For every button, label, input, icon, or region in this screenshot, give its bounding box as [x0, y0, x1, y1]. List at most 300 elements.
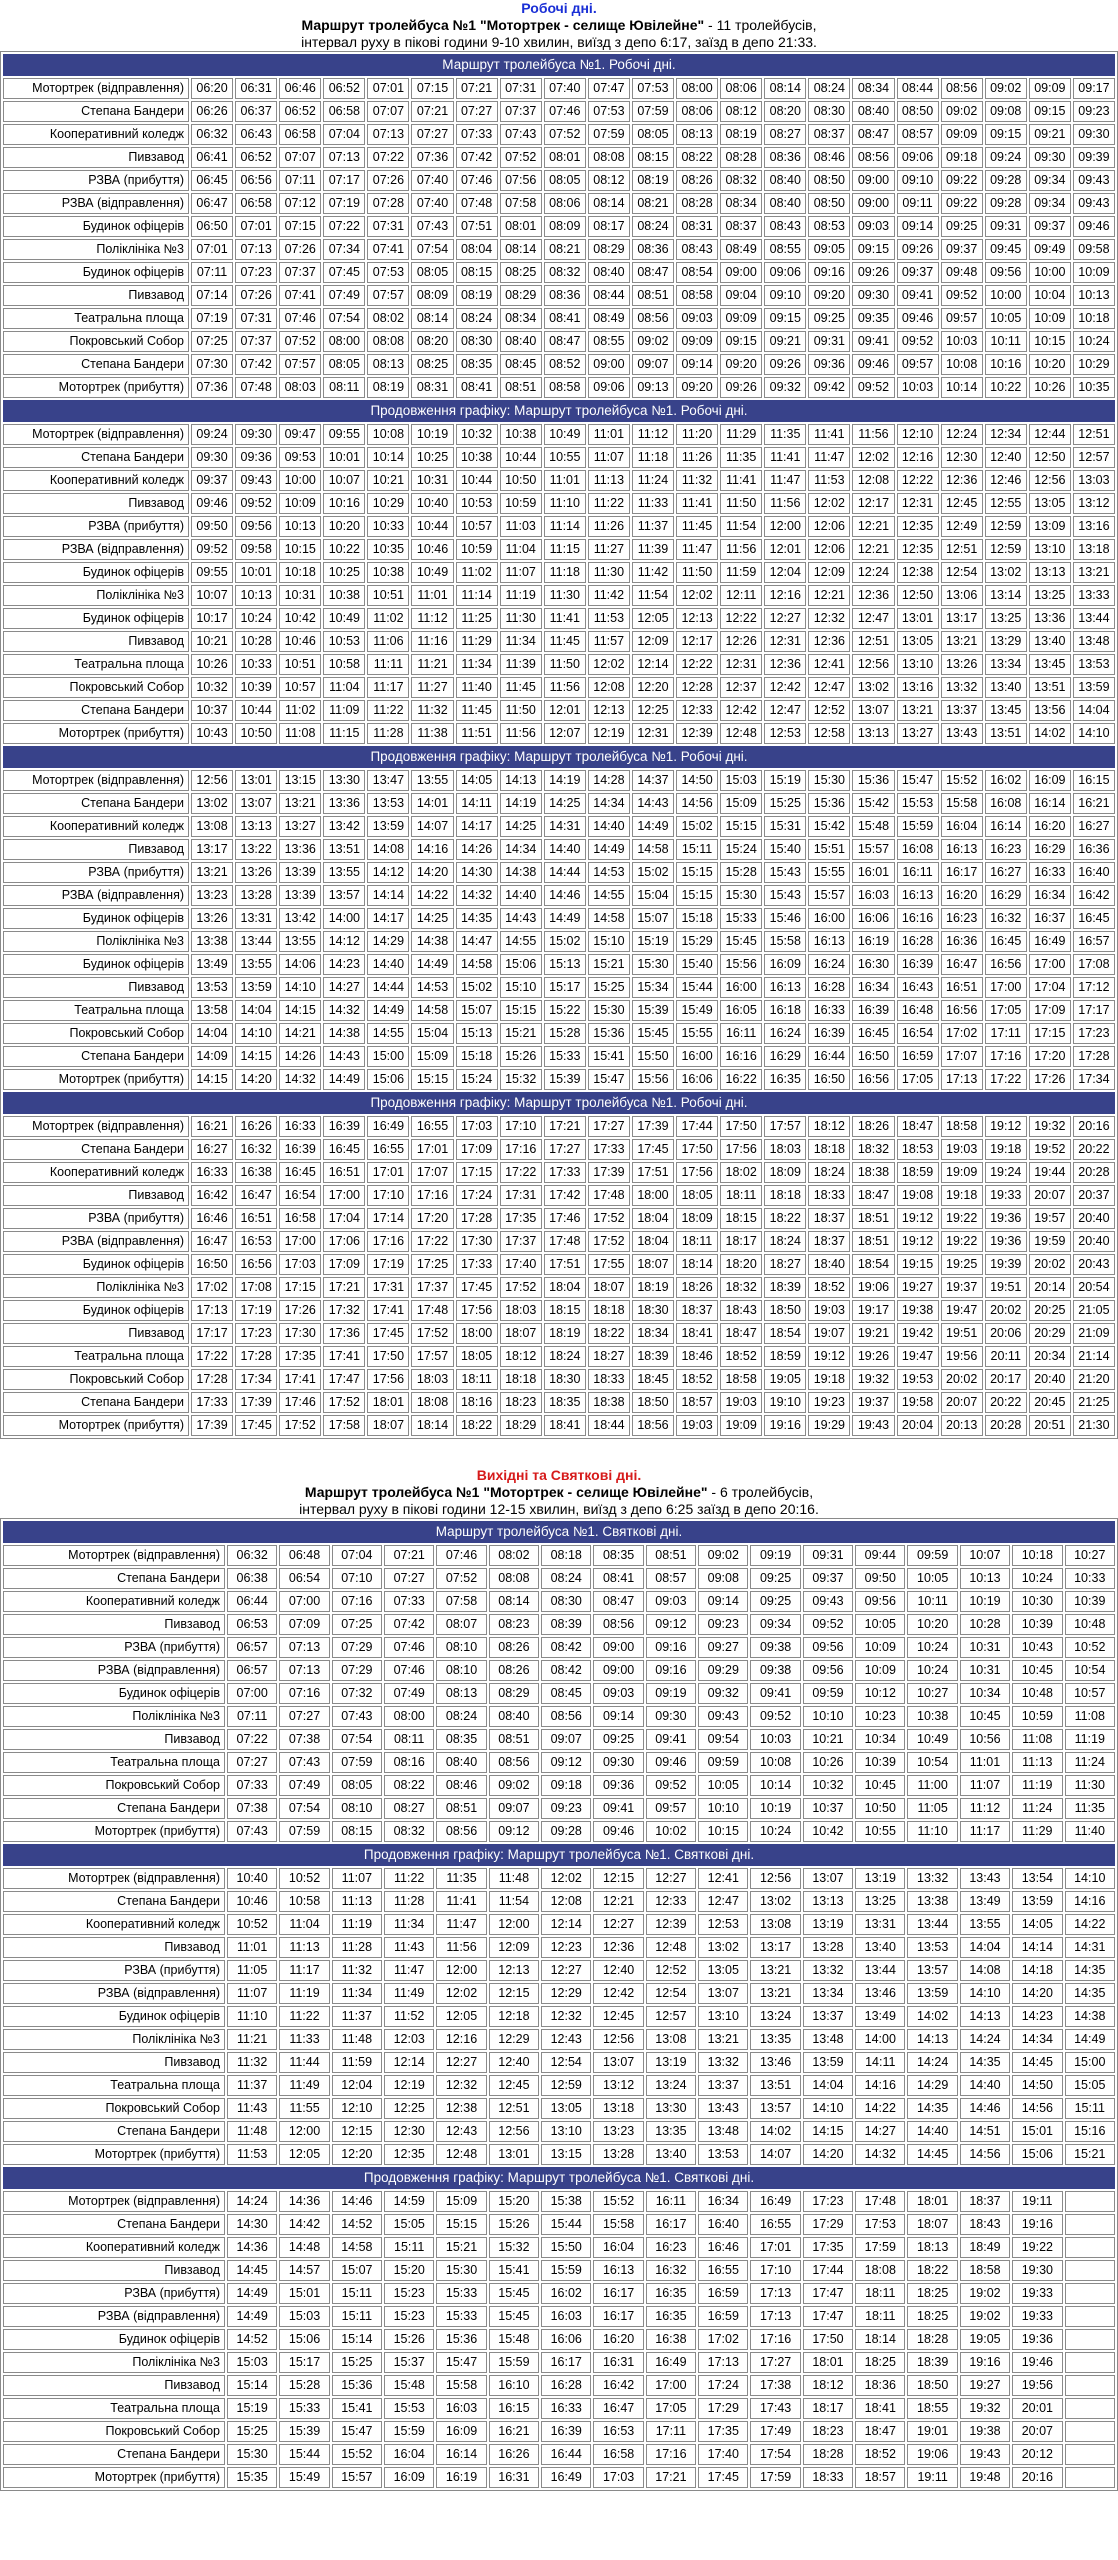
- departure-time: 10:29: [1073, 354, 1115, 375]
- departure-time: 08:57: [897, 124, 939, 145]
- departure-time: 09:37: [1029, 216, 1071, 237]
- departure-time: 16:14: [985, 816, 1027, 837]
- departure-time: 16:27: [985, 862, 1027, 883]
- departure-time: 08:45: [541, 1683, 591, 1704]
- departure-time: 09:00: [593, 1660, 643, 1681]
- departure-time: 14:55: [588, 885, 630, 906]
- departure-time: 14:55: [367, 1023, 409, 1044]
- departure-time: 17:17: [191, 1323, 233, 1344]
- departure-time: 11:43: [384, 1937, 434, 1958]
- departure-time: 17:13: [941, 1069, 983, 1090]
- departure-time: 12:31: [897, 493, 939, 514]
- departure-time: 14:52: [227, 2329, 277, 2350]
- departure-time: 12:56: [489, 2121, 539, 2142]
- departure-time: 16:17: [646, 2214, 696, 2235]
- departure-time: 10:10: [803, 1706, 853, 1727]
- departure-time: 18:09: [676, 1208, 718, 1229]
- departure-time: 17:09: [323, 1254, 365, 1275]
- departure-time: 09:30: [235, 424, 277, 445]
- departure-time: 15:07: [456, 1000, 498, 1021]
- departure-time: [1065, 2444, 1116, 2465]
- departure-time: 10:04: [1029, 285, 1071, 306]
- departure-time: 14:45: [1012, 2052, 1062, 2073]
- departure-time: 08:21: [632, 193, 674, 214]
- departure-time: 15:45: [489, 2306, 539, 2327]
- departure-time: 19:16: [764, 1415, 806, 1436]
- departure-time: 16:40: [698, 2214, 748, 2235]
- departure-time: 13:13: [235, 816, 277, 837]
- table-row: [3, 1821, 1115, 1842]
- departure-time: 08:14: [489, 1591, 539, 1612]
- departure-time: 06:43: [235, 124, 277, 145]
- table-row: [3, 977, 1115, 998]
- departure-time: 11:00: [907, 1775, 957, 1796]
- departure-time: 13:45: [1029, 654, 1071, 675]
- departure-time: 12:31: [764, 631, 806, 652]
- departure-time: 08:55: [764, 239, 806, 260]
- departure-time: 14:23: [323, 954, 365, 975]
- departure-time: 08:51: [500, 377, 542, 398]
- table-row: [3, 908, 1115, 929]
- departure-time: 15:03: [720, 770, 762, 791]
- departure-time: 09:52: [750, 1706, 800, 1727]
- departure-time: 10:24: [750, 1821, 800, 1842]
- departure-time: 17:00: [323, 1185, 365, 1206]
- departure-time: 18:44: [588, 1415, 630, 1436]
- departure-time: 17:23: [1073, 1023, 1115, 1044]
- departure-time: 14:19: [544, 770, 586, 791]
- departure-time: 09:02: [698, 1545, 748, 1566]
- departure-time: 08:20: [764, 101, 806, 122]
- departure-time: 14:58: [588, 908, 630, 929]
- departure-time: 18:11: [676, 1231, 718, 1252]
- departure-time: 09:26: [720, 377, 762, 398]
- departure-time: 11:47: [384, 1960, 434, 1981]
- departure-time: 09:14: [897, 216, 939, 237]
- departure-time: 14:16: [1065, 1891, 1116, 1912]
- departure-time: 14:57: [279, 2260, 329, 2281]
- departure-time: 12:01: [544, 700, 586, 721]
- stop-name: Мотортрек (відправлення): [3, 2191, 225, 2212]
- departure-time: 09:54: [698, 1729, 748, 1750]
- departure-time: 13:10: [541, 2121, 591, 2142]
- departure-time: 14:27: [855, 2121, 905, 2142]
- departure-time: 11:47: [436, 1914, 486, 1935]
- departure-time: 16:44: [541, 2444, 591, 2465]
- departure-time: 10:54: [907, 1752, 957, 1773]
- departure-time: 11:07: [500, 562, 542, 583]
- departure-time: 07:19: [191, 308, 233, 329]
- departure-time: 18:23: [500, 1392, 542, 1413]
- departure-time: 19:51: [941, 1323, 983, 1344]
- departure-time: 10:33: [367, 516, 409, 537]
- departure-time: 13:42: [279, 908, 321, 929]
- departure-time: 14:43: [500, 908, 542, 929]
- departure-time: 16:08: [897, 839, 939, 860]
- departure-time: 17:07: [941, 1046, 983, 1067]
- departure-time: 14:15: [191, 1069, 233, 1090]
- departure-time: 07:52: [279, 331, 321, 352]
- departure-time: 11:56: [852, 424, 894, 445]
- departure-time: 15:33: [544, 1046, 586, 1067]
- departure-time: 13:36: [323, 793, 365, 814]
- departure-time: 10:13: [235, 585, 277, 606]
- departure-time: 09:27: [698, 1637, 748, 1658]
- departure-time: 13:57: [750, 2098, 800, 2119]
- departure-time: 16:55: [750, 2214, 800, 2235]
- departure-time: 09:23: [698, 1614, 748, 1635]
- departure-time: 19:22: [1012, 2237, 1062, 2258]
- departure-time: 19:43: [960, 2444, 1010, 2465]
- departure-time: 17:15: [456, 1162, 498, 1183]
- departure-time: 09:31: [808, 331, 850, 352]
- departure-time: 07:27: [411, 124, 453, 145]
- departure-time: 07:46: [384, 1637, 434, 1658]
- stop-name: РЗВА (прибуття): [3, 862, 189, 883]
- departure-time: 10:31: [411, 470, 453, 491]
- stop-name: Пивзавод: [3, 147, 189, 168]
- departure-time: 12:35: [897, 516, 939, 537]
- departure-time: 09:48: [941, 262, 983, 283]
- departure-time: 13:55: [323, 862, 365, 883]
- departure-time: 12:47: [852, 608, 894, 629]
- departure-time: 10:40: [411, 493, 453, 514]
- departure-time: 08:56: [489, 1752, 539, 1773]
- table-row: [3, 331, 1115, 352]
- departure-time: 14:01: [411, 793, 453, 814]
- departure-time: 14:34: [500, 839, 542, 860]
- section-gap: [0, 1439, 1118, 1467]
- departure-time: 13:16: [897, 677, 939, 698]
- departure-time: [1065, 2237, 1116, 2258]
- departure-time: 16:31: [489, 2467, 539, 2488]
- stop-name: Будинок офіцерів: [3, 1254, 189, 1275]
- stop-name: РЗВА (прибуття): [3, 1960, 225, 1981]
- table-row: [3, 239, 1115, 260]
- departure-time: 18:51: [852, 1231, 894, 1252]
- departure-time: 09:31: [985, 216, 1027, 237]
- departure-time: [1065, 2283, 1116, 2304]
- departure-time: 12:26: [720, 631, 762, 652]
- departure-time: 08:12: [720, 101, 762, 122]
- departure-time: 20:29: [1029, 1323, 1071, 1344]
- departure-time: 10:33: [1065, 1568, 1116, 1589]
- departure-time: 13:33: [1073, 585, 1115, 606]
- departure-time: 10:39: [855, 1752, 905, 1773]
- departure-time: 15:59: [384, 2421, 434, 2442]
- departure-time: 13:05: [1029, 493, 1071, 514]
- departure-time: 17:51: [544, 1254, 586, 1275]
- departure-time: 14:11: [456, 793, 498, 814]
- departure-time: 08:58: [544, 377, 586, 398]
- departure-time: 13:39: [279, 885, 321, 906]
- departure-time: 10:39: [1065, 1591, 1116, 1612]
- stop-name: Театральна площа: [3, 2075, 225, 2096]
- departure-time: 10:42: [803, 1821, 853, 1842]
- departure-time: 13:54: [1012, 1868, 1062, 1889]
- departure-time: 13:55: [279, 931, 321, 952]
- departure-time: 19:33: [985, 1185, 1027, 1206]
- departure-time: 13:24: [646, 2075, 696, 2096]
- departure-time: 18:25: [907, 2283, 957, 2304]
- departure-time: 08:44: [588, 285, 630, 306]
- departure-time: 11:16: [411, 631, 453, 652]
- departure-time: 18:37: [676, 1300, 718, 1321]
- departure-time: 08:31: [411, 377, 453, 398]
- departure-time: 08:15: [632, 147, 674, 168]
- departure-time: 12:15: [332, 2121, 382, 2142]
- departure-time: 09:59: [698, 1752, 748, 1773]
- departure-time: 15:58: [436, 2375, 486, 2396]
- stop-name: Мотортрек (відправлення): [3, 1868, 225, 1889]
- departure-time: 10:50: [235, 723, 277, 744]
- departure-time: 17:05: [985, 1000, 1027, 1021]
- stop-name: Степана Бандери: [3, 447, 189, 468]
- departure-time: 11:37: [632, 516, 674, 537]
- departure-time: 16:11: [646, 2191, 696, 2212]
- departure-time: 14:40: [367, 954, 409, 975]
- departure-time: 09:20: [720, 354, 762, 375]
- departure-time: 12:59: [541, 2075, 591, 2096]
- departure-time: 09:25: [750, 1591, 800, 1612]
- departure-time: 17:51: [632, 1162, 674, 1183]
- departure-time: 08:17: [588, 216, 630, 237]
- departure-time: 18:47: [855, 2421, 905, 2442]
- stop-name: Поліклініка №3: [3, 1277, 189, 1298]
- departure-time: 18:50: [764, 1300, 806, 1321]
- departure-time: 12:02: [808, 493, 850, 514]
- departure-time: 14:10: [279, 977, 321, 998]
- departure-time: 11:29: [456, 631, 498, 652]
- departure-time: 14:37: [632, 770, 674, 791]
- departure-time: 19:03: [941, 1139, 983, 1160]
- departure-time: 12:59: [985, 516, 1027, 537]
- departure-time: 18:30: [544, 1369, 586, 1390]
- departure-time: 11:22: [367, 700, 409, 721]
- departure-time: 10:31: [960, 1660, 1010, 1681]
- departure-time: 17:22: [500, 1162, 542, 1183]
- departure-time: 06:57: [227, 1637, 277, 1658]
- departure-time: 09:44: [855, 1545, 905, 1566]
- departure-time: 13:19: [803, 1914, 853, 1935]
- departure-time: 13:25: [1029, 585, 1071, 606]
- departure-time: 09:50: [855, 1568, 905, 1589]
- departure-time: 16:06: [676, 1069, 718, 1090]
- departure-time: 09:36: [808, 354, 850, 375]
- departure-time: 12:16: [764, 585, 806, 606]
- departure-time: 17:45: [235, 1415, 277, 1436]
- departure-time: 14:04: [235, 1000, 277, 1021]
- departure-time: 13:12: [593, 2075, 643, 2096]
- departure-time: 18:33: [803, 2467, 853, 2488]
- departure-time: 07:53: [632, 78, 674, 99]
- departure-time: 09:30: [1073, 124, 1115, 145]
- departure-time: 18:22: [456, 1415, 498, 1436]
- departure-time: 12:23: [541, 1937, 591, 1958]
- departure-time: 11:07: [960, 1775, 1010, 1796]
- departure-time: 16:33: [541, 2398, 591, 2419]
- departure-time: 10:49: [411, 562, 453, 583]
- departure-time: 12:50: [1029, 447, 1071, 468]
- departure-time: 08:40: [764, 193, 806, 214]
- departure-time: 10:15: [698, 1821, 748, 1842]
- departure-time: 15:19: [632, 931, 674, 952]
- departure-time: 12:27: [541, 1960, 591, 1981]
- departure-time: 16:08: [985, 793, 1027, 814]
- departure-time: 12:08: [588, 677, 630, 698]
- departure-time: 11:11: [367, 654, 409, 675]
- departure-time: 15:07: [332, 2260, 382, 2281]
- departure-time: 12:38: [436, 2098, 486, 2119]
- departure-time: 14:40: [960, 2075, 1010, 2096]
- departure-time: 20:45: [1029, 1392, 1071, 1413]
- departure-time: 15:16: [1065, 2121, 1116, 2142]
- departure-time: 18:07: [632, 1254, 674, 1275]
- departure-time: 15:06: [500, 954, 542, 975]
- departure-time: 17:39: [588, 1162, 630, 1183]
- departure-time: 19:32: [960, 2398, 1010, 2419]
- departure-time: 15:10: [588, 931, 630, 952]
- departure-time: 12:36: [941, 470, 983, 491]
- departure-time: 20:22: [1073, 1139, 1115, 1160]
- departure-time: 13:57: [907, 1960, 957, 1981]
- departure-time: 13:35: [750, 2029, 800, 2050]
- departure-time: 16:59: [698, 2306, 748, 2327]
- departure-time: 08:03: [279, 377, 321, 398]
- departure-time: 13:59: [803, 2052, 853, 2073]
- departure-time: 12:53: [698, 1914, 748, 1935]
- departure-time: 09:02: [632, 331, 674, 352]
- departure-time: 08:16: [384, 1752, 434, 1773]
- departure-time: 16:51: [235, 1208, 277, 1229]
- departure-time: 15:14: [332, 2329, 382, 2350]
- departure-time: 07:59: [632, 101, 674, 122]
- departure-time: 15:26: [489, 2214, 539, 2235]
- departure-time: 17:50: [803, 2329, 853, 2350]
- departure-time: 13:49: [191, 954, 233, 975]
- departure-time: 18:52: [808, 1277, 850, 1298]
- departure-time: 13:46: [855, 1983, 905, 2004]
- departure-time: 14:38: [411, 931, 453, 952]
- departure-time: 10:32: [191, 677, 233, 698]
- departure-time: 17:25: [411, 1254, 453, 1275]
- departure-time: 11:10: [227, 2006, 277, 2027]
- departure-time: 07:59: [332, 1752, 382, 1773]
- departure-time: 13:34: [803, 1983, 853, 2004]
- departure-time: 12:45: [941, 493, 983, 514]
- departure-time: 09:41: [852, 331, 894, 352]
- departure-time: 08:40: [588, 262, 630, 283]
- stop-name: РЗВА (прибуття): [3, 516, 189, 537]
- departure-time: 15:55: [808, 862, 850, 883]
- departure-time: 08:34: [500, 308, 542, 329]
- departure-time: 13:12: [1073, 493, 1115, 514]
- departure-time: 19:16: [1012, 2214, 1062, 2235]
- departure-time: 09:53: [279, 447, 321, 468]
- departure-time: 10:43: [191, 723, 233, 744]
- departure-time: 11:01: [227, 1937, 277, 1958]
- departure-time: 07:42: [384, 1614, 434, 1635]
- departure-time: 11:13: [588, 470, 630, 491]
- departure-time: 09:30: [593, 1752, 643, 1773]
- departure-time: 11:20: [676, 424, 718, 445]
- departure-time: 11:35: [436, 1868, 486, 1889]
- departure-time: 14:51: [960, 2121, 1010, 2142]
- departure-time: 12:31: [720, 654, 762, 675]
- departure-time: 18:02: [720, 1162, 762, 1183]
- departure-time: 12:42: [720, 700, 762, 721]
- departure-time: 19:11: [1012, 2191, 1062, 2212]
- departure-time: 10:09: [855, 1637, 905, 1658]
- table-row: [3, 2283, 1115, 2304]
- departure-time: 17:31: [367, 1277, 409, 1298]
- departure-time: 14:44: [367, 977, 409, 998]
- departure-time: 11:53: [227, 2144, 277, 2165]
- departure-time: 09:06: [588, 377, 630, 398]
- departure-time: 08:56: [593, 1614, 643, 1635]
- departure-time: 14:19: [500, 793, 542, 814]
- departure-time: 14:14: [1012, 1937, 1062, 1958]
- departure-time: 16:21: [1073, 793, 1115, 814]
- departure-time: 08:41: [456, 377, 498, 398]
- table-row: [3, 2352, 1115, 2373]
- departure-time: 17:36: [323, 1323, 365, 1344]
- stop-name: Пивзавод: [3, 839, 189, 860]
- departure-time: 12:31: [632, 723, 674, 744]
- departure-time: 08:40: [436, 1752, 486, 1773]
- departure-time: 13:32: [907, 1868, 957, 1889]
- departure-time: 13:37: [941, 700, 983, 721]
- departure-time: 09:14: [698, 1591, 748, 1612]
- departure-time: 12:48: [646, 1937, 696, 1958]
- departure-time: 15:09: [411, 1046, 453, 1067]
- departure-time: 13:27: [279, 816, 321, 837]
- departure-time: 18:19: [632, 1277, 674, 1298]
- departure-time: 19:27: [897, 1277, 939, 1298]
- departure-time: 12:45: [489, 2075, 539, 2096]
- departure-time: 18:19: [544, 1323, 586, 1344]
- departure-time: 14:43: [632, 793, 674, 814]
- departure-time: 09:12: [646, 1614, 696, 1635]
- departure-time: [1065, 2191, 1116, 2212]
- departure-time: 16:45: [985, 931, 1027, 952]
- departure-time: 15:42: [852, 793, 894, 814]
- departure-time: 09:30: [191, 447, 233, 468]
- departure-time: 18:45: [632, 1369, 674, 1390]
- departure-time: 07:57: [279, 354, 321, 375]
- departure-time: 09:24: [985, 147, 1027, 168]
- departure-time: 16:11: [897, 862, 939, 883]
- departure-time: 20:43: [1073, 1254, 1115, 1275]
- departure-time: 08:05: [632, 124, 674, 145]
- departure-time: 19:58: [897, 1392, 939, 1413]
- departure-time: 09:06: [897, 147, 939, 168]
- departure-time: 09:52: [897, 331, 939, 352]
- departure-time: 11:35: [720, 447, 762, 468]
- departure-time: 13:48: [1073, 631, 1115, 652]
- departure-time: 07:26: [235, 285, 277, 306]
- stop-name: Мотортрек (прибуття): [3, 377, 189, 398]
- table-row: [3, 1960, 1115, 1981]
- departure-time: 12:02: [588, 654, 630, 675]
- departure-time: 07:47: [588, 78, 630, 99]
- departure-time: 14:12: [367, 862, 409, 883]
- section-band: Маршрут тролейбуса №1. Святкові дні.: [3, 1521, 1115, 1543]
- departure-time: 07:43: [227, 1821, 277, 1842]
- departure-time: 15:39: [632, 1000, 674, 1021]
- departure-time: 15:38: [541, 2191, 591, 2212]
- departure-time: 09:21: [1029, 124, 1071, 145]
